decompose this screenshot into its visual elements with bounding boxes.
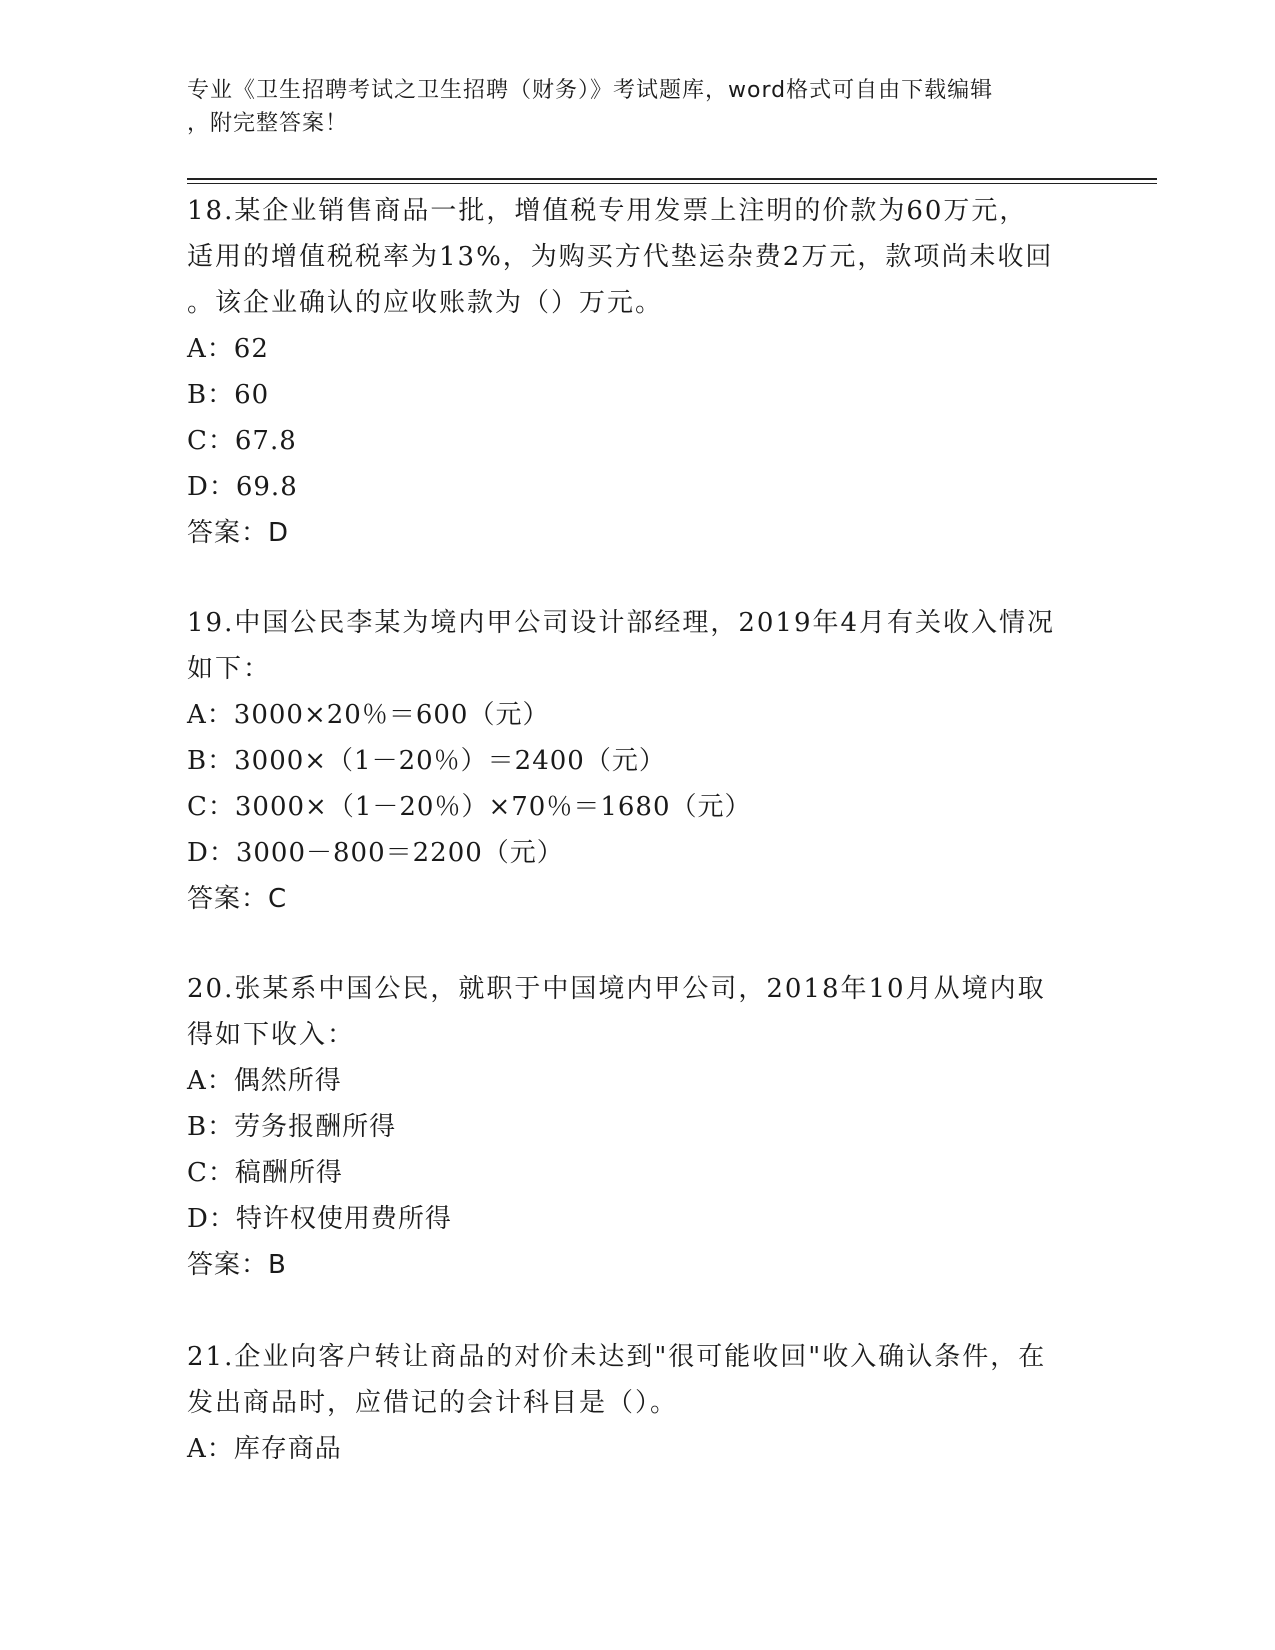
question-text-line: 发出商品时，应借记的会计科目是（）。 (187, 1388, 679, 1418)
question-text-line: 得如下收入： (187, 1020, 356, 1050)
option-b: B：3000×（1－20％）＝2400（元） (187, 746, 666, 776)
option-d: D：69.8 (187, 472, 298, 502)
question-text-line: 19.中国公民李某为境内甲公司设计部经理，2019年4月有关收入情况 (187, 608, 1056, 638)
question-text-line: 适用的增值税税率为13%，为购买方代垫运杂费2万元，款项尚未收回 (187, 242, 1054, 272)
option-d: D：特许权使用费所得 (187, 1204, 452, 1234)
question-21 (187, 1334, 1087, 1472)
header-divider-thin (187, 183, 1157, 184)
option-d: D：3000－800＝2200（元） (187, 838, 564, 868)
option-a: A：3000×20％＝600（元） (187, 700, 550, 730)
option-a: A：库存商品 (187, 1434, 342, 1464)
answer-line: 答案：C (187, 884, 288, 914)
question-text-line: 20.张某系中国公民，就职于中国境内甲公司，2018年10月从境内取 (187, 974, 1046, 1004)
option-a: A：62 (187, 334, 269, 364)
option-a: A：偶然所得 (187, 1066, 342, 1096)
header-divider-thick (187, 178, 1157, 180)
document-header (187, 74, 1087, 140)
option-b: B：60 (187, 380, 270, 410)
question-20 (187, 966, 1087, 1288)
question-text-line: 21.企业向客户转让商品的对价未达到"很可能收回"收入确认条件，在 (187, 1342, 1047, 1372)
option-c: C：稿酬所得 (187, 1158, 343, 1188)
option-c: C：3000×（1－20％）×70％＝1680（元） (187, 792, 752, 822)
header-line-2: ，附完整答案！ (187, 111, 349, 136)
question-text-line: 如下： (187, 654, 272, 684)
question-text-line: 。该企业确认的应收账款为（）万元。 (187, 288, 664, 318)
option-b: B：劳务报酬所得 (187, 1112, 397, 1142)
answer-line: 答案：D (187, 518, 290, 548)
question-19 (187, 600, 1087, 922)
question-text-line: 18.某企业销售商品一批，增值税专用发票上注明的价款为60万元， (187, 196, 1028, 226)
question-18 (187, 188, 1087, 556)
option-c: C：67.8 (187, 426, 297, 456)
answer-line: 答案：B (187, 1250, 287, 1280)
header-line-1: 专业《卫生招聘考试之卫生招聘（财务）》考试题库，word格式可自由下载编辑 (187, 78, 994, 103)
